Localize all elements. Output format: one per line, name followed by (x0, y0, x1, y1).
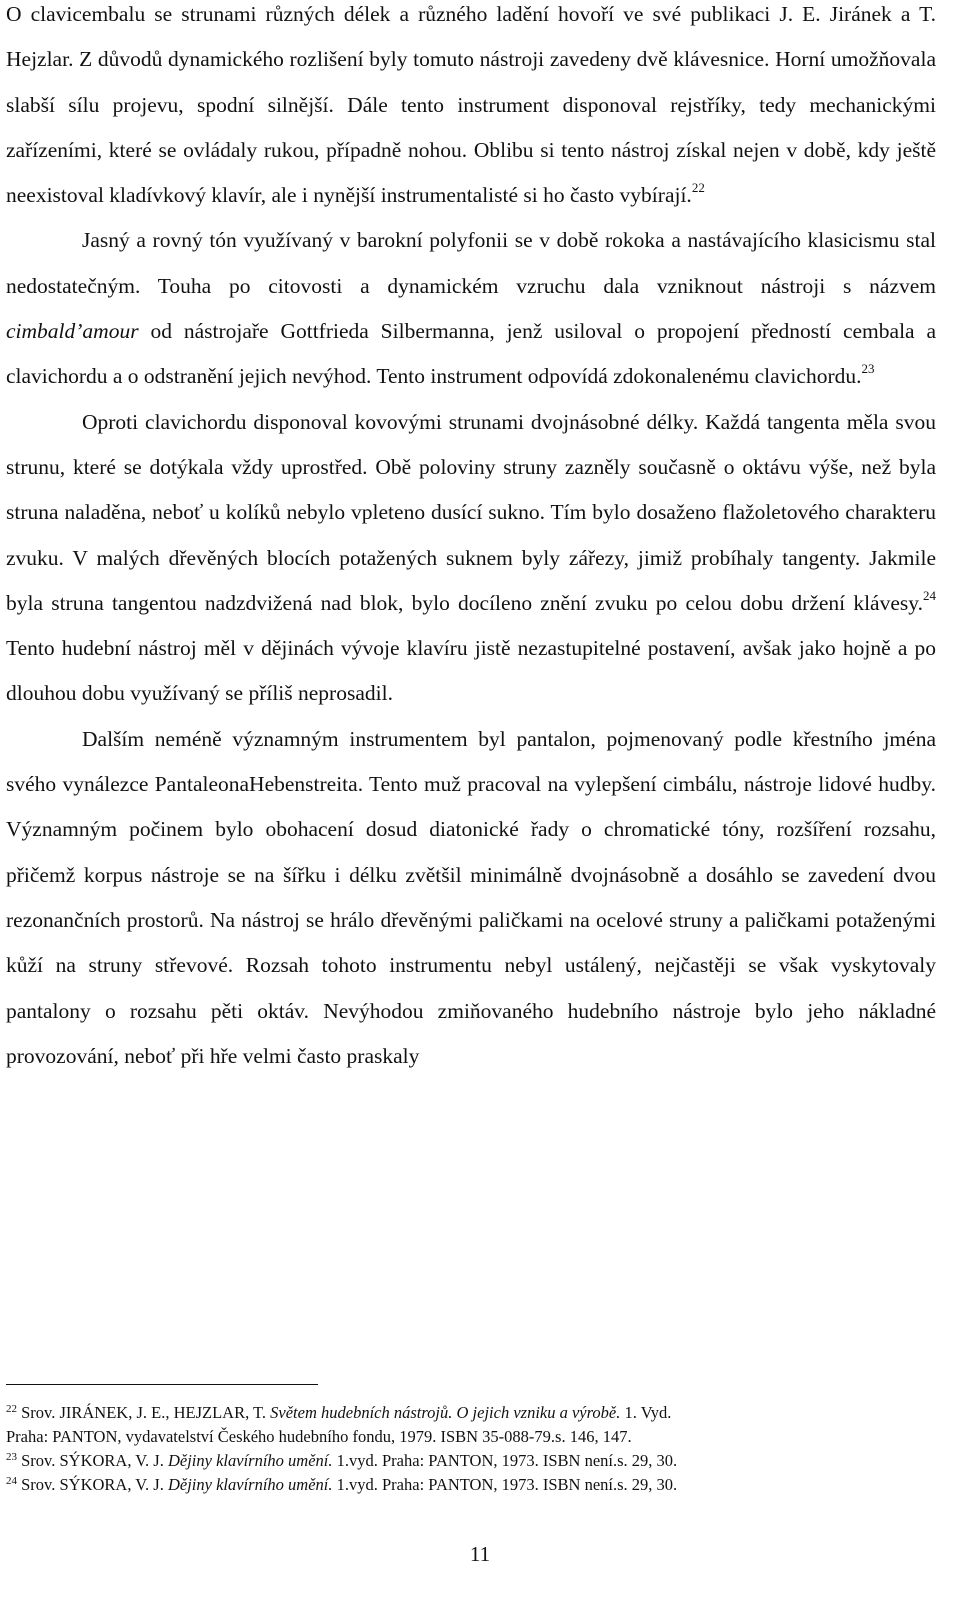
footnote-reference: 24 (923, 587, 936, 603)
footnote-reference: 23 (861, 361, 875, 377)
main-text (6, 0, 936, 1079)
text-fragment: Jasný a rovný tón využívaný v barokní polyfonii se v době rokoka a nastávajícího klasicismu stal nedostatečným. Touha po citovosti a dynamickém vzruchu dala vzniknout nástroji s názvem (6, 228, 936, 298)
text-fragment: Oproti clavichordu disponoval kovovými strunami dvojnásobné délky. Každá tangenta měla svou strunu, které se dotýkala vždy uprostřed. Obě poloviny struny zazněly současně o oktávu výše, než byla struna naladěna, neboť u kolíků nebylo vpleteno dusící sukno. Tím bylo dosaženo flažoletového charakteru zvuku. V malých dřevěných blocích potažených suknem byly zářezy, jimiž probíhaly tangenty. Jakmile byla struna tangentou nadzdvižená nad blok, bylo docíleno znění zvuku po celou dobu držení klávesy. (6, 409, 936, 615)
footnote-line (6, 1449, 936, 1473)
text-fragment: O clavicembalu se strunami různých délek a různého ladění hovoří ve své publikaci J. E. Jiránek a T. Hejzlar. Z důvodů dynamického rozlišení byly tomuto nástroji zavedeny dvě klávesnice. Horní umožňovala slabší sílu projevu, spodní silnější. Dále tento instrument disponoval rejstříky, tedy mechanickými zařízeními, které se ovládaly rukou, případně nohou. Oblibu si tento nástroj získal nejen v době, kdy ještě neexistoval kladívkový klavír, ale i nynější instrumentalisté si ho často vybírají. (6, 2, 936, 208)
text-fragment: Tento hudební nástroj měl v dějinách vývoje klavíru jistě nezastupitelné postavení, avšak jako hojně a po dlouhou dobu využívaný se příliš neprosadil. (6, 636, 936, 706)
text-fragment: Srov. SÝKORA, V. J. (21, 1451, 168, 1470)
paragraph (6, 717, 936, 1079)
footnote-reference: 22 (691, 180, 705, 196)
footnotes (6, 1401, 936, 1497)
footnote-line (6, 1473, 936, 1497)
text-fragment: Srov. JIRÁNEK, J. E., HEJZLAR, T. (21, 1403, 271, 1422)
text-fragment: Srov. SÝKORA, V. J. (21, 1475, 168, 1494)
italic-text: Dějiny klavírního umění. (167, 1451, 333, 1470)
footnote-line (6, 1401, 936, 1425)
italic-text: cimbald’amour (6, 319, 139, 344)
text-fragment: 1.vyd. Praha: PANTON, 1973. ISBN není.s. 29, 30. (332, 1451, 678, 1470)
text-fragment: 1. Vyd. (620, 1403, 672, 1422)
footnote-number: 22 (6, 1403, 17, 1415)
text-fragment: Dalším neméně významným instrumentem byl pantalon, pojmenovaný podle křestního jména svého vynálezce PantaleonaHebenstreita. Tento muž pracoval na vylepšení cimbálu, nástroje lidové hudby. Významným počinem bylo obohacení dosud diatonické řady o chromatické tóny, rozšíření rozsahu, přičemž korpus nástroje se na šířku i délku zvětšil minimálně dvojnásobně a dosáhlo se zavedení dvou rezonančních prostorů. Na nástroj se hrálo dřevěnými paličkami na ocelové struny a paličkami potaženými kůží na struny střevové. Rozsah tohoto instrumentu nebyl ustálený, nejčastěji se však vyskytovaly pantalony o rozsahu pěti oktáv. Nevýhodou zmiňovaného hudebního nástroje bylo jeho nákladné provozování, neboť při hře velmi často praskaly (6, 726, 936, 1068)
text-fragment: Praha: PANTON, vydavatelství Českého hudebního fondu, 1979. ISBN 35-088-79.s. 146, 147. (6, 1427, 632, 1446)
paragraph (6, 218, 936, 399)
footnote-number: 23 (6, 1451, 17, 1463)
paragraph (6, 0, 936, 218)
footnote-number: 24 (6, 1475, 17, 1487)
footnote-separator (6, 1384, 318, 1385)
footnote-line (6, 1425, 936, 1449)
paragraph (6, 400, 936, 717)
text-fragment: 1.vyd. Praha: PANTON, 1973. ISBN není.s. 29, 30. (332, 1475, 678, 1494)
italic-text: Světem hudebních nástrojů. O jejich vzniku a výrobě. (270, 1403, 621, 1422)
page-number: 11 (469, 1542, 491, 1566)
italic-text: Dějiny klavírního umění. (167, 1475, 333, 1494)
text-fragment: od nástrojaře Gottfrieda Silbermanna, jenž usiloval o propojení předností cembala a clavichordu a o odstranění jejich nevýhod. Tento instrument odpovídá zdokonalenému clavichordu. (6, 319, 936, 389)
